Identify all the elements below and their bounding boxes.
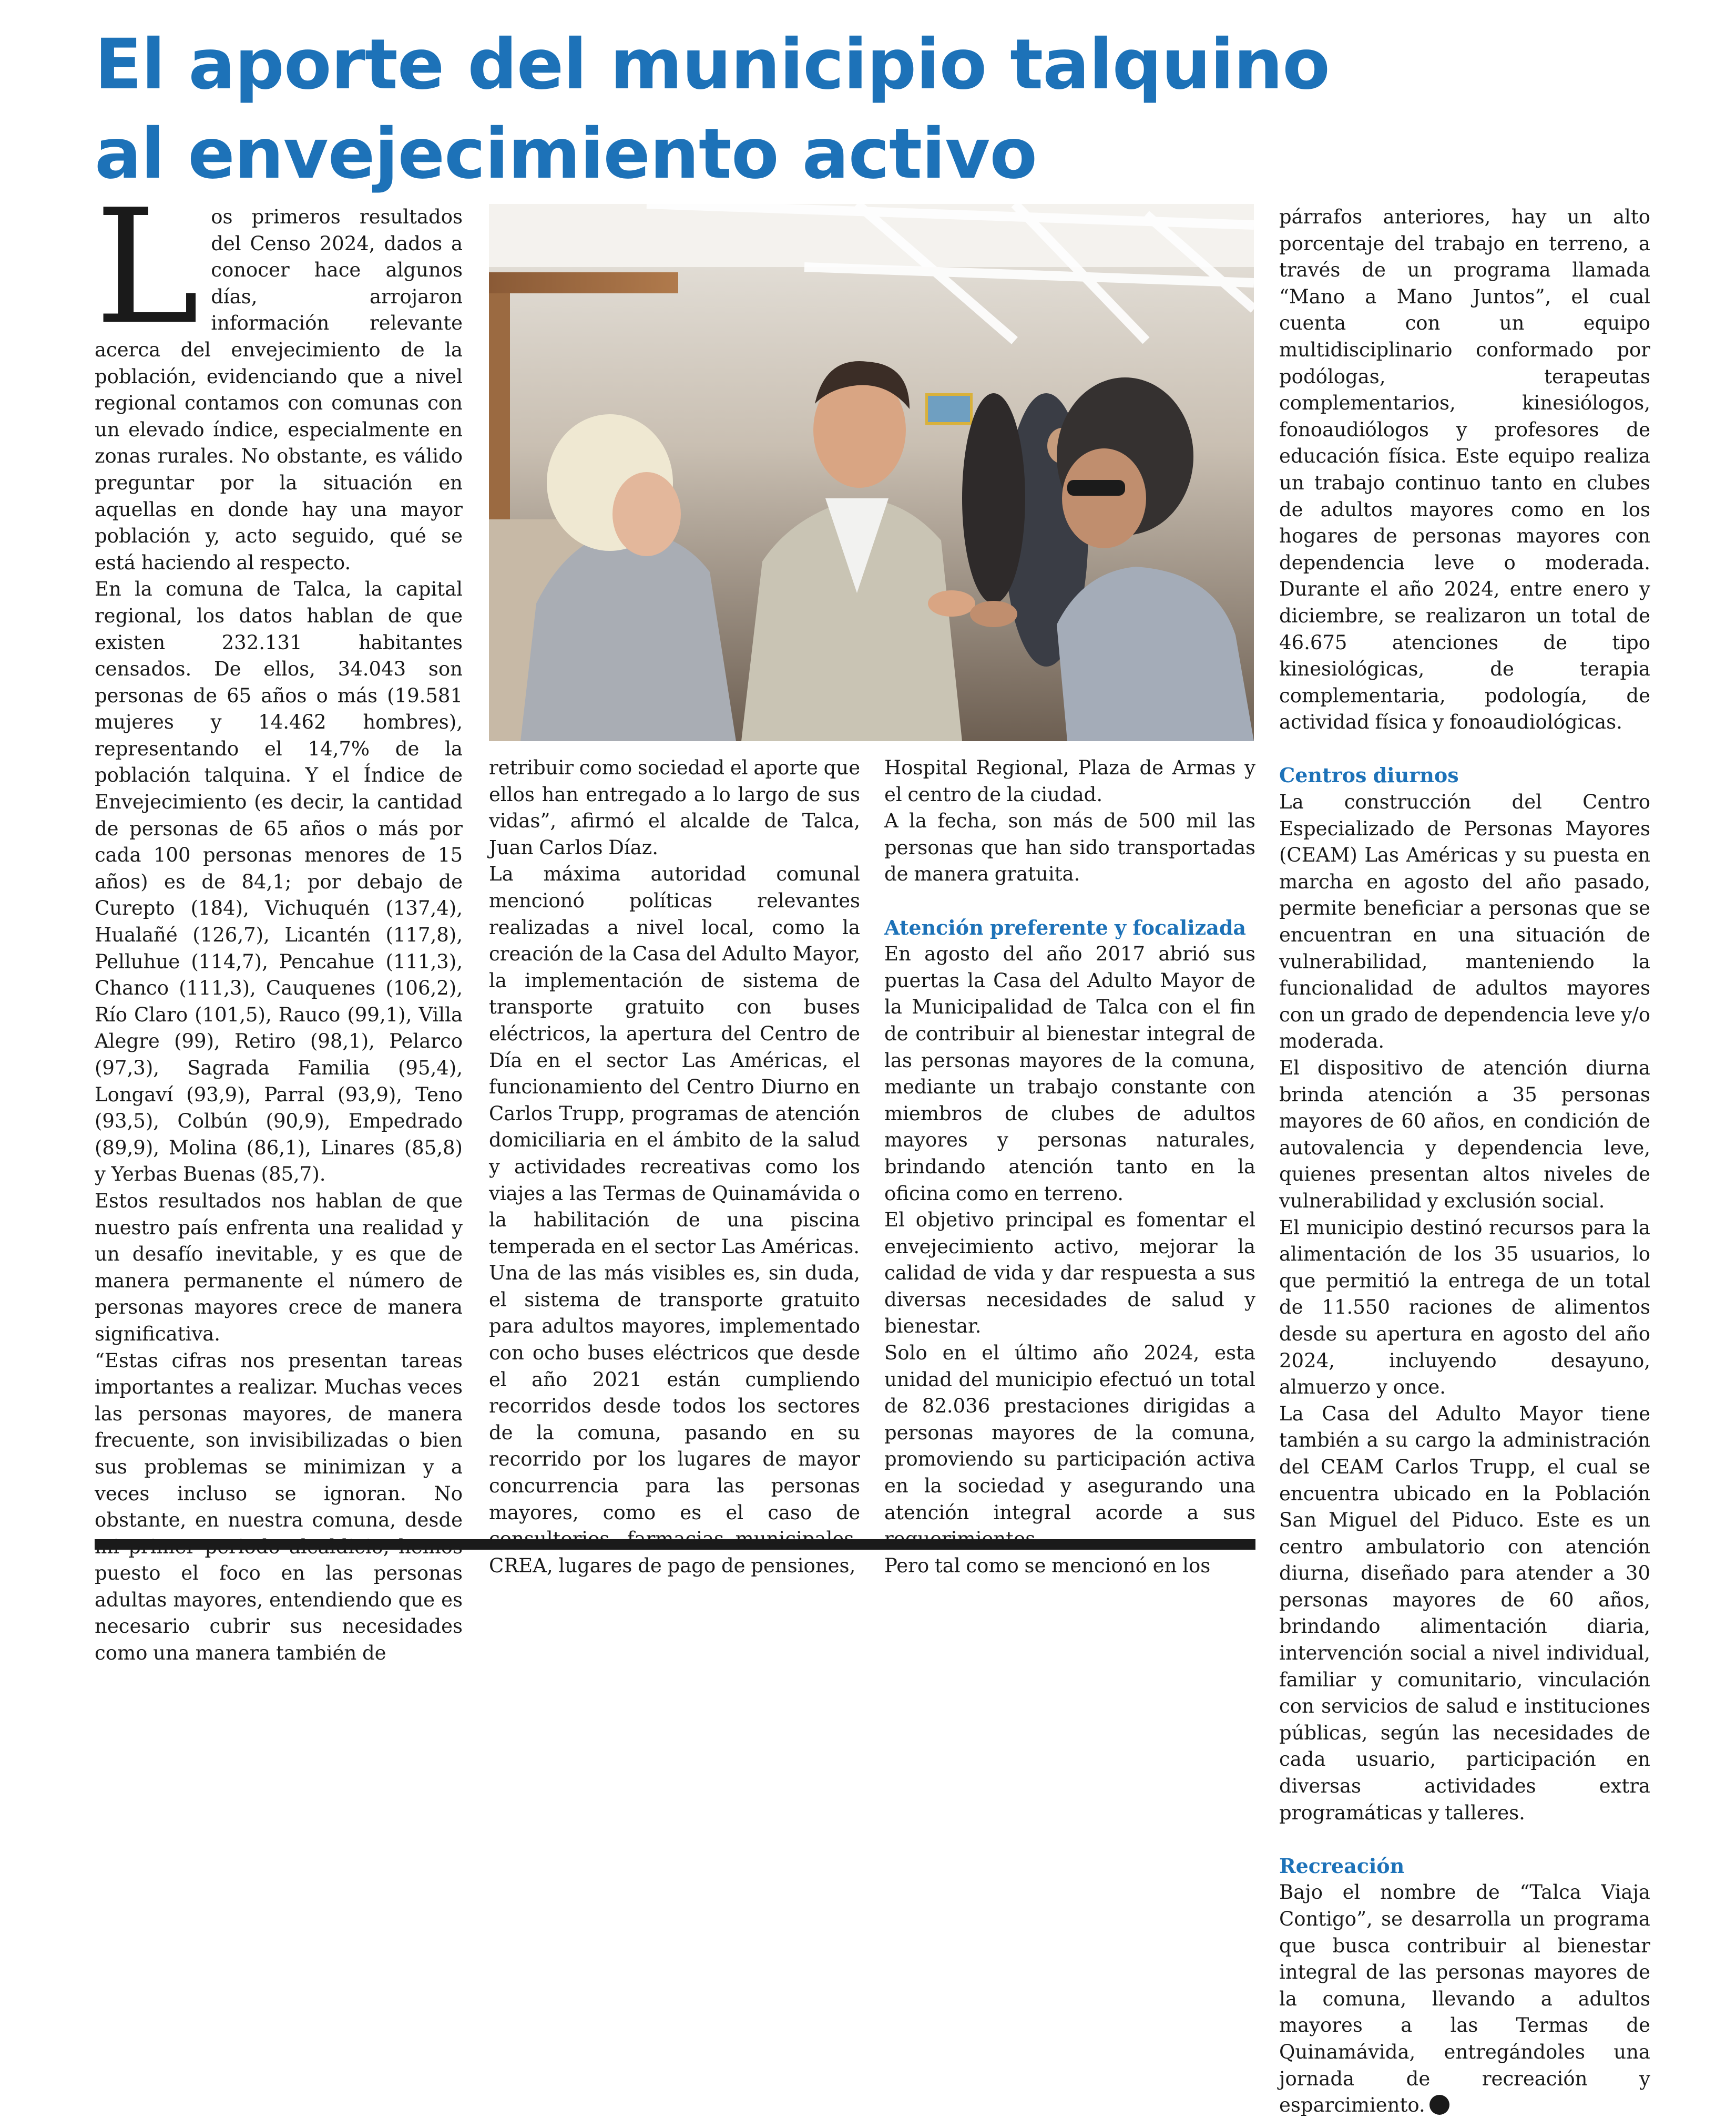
- paragraph: El objetivo principal es fomentar el envejecimiento activo, mejorar la calidad de vida y dar respuesta a sus diversas necesidades de salud y bienestar.: [884, 1209, 1255, 1338]
- end-of-article-dot-icon: [1429, 2095, 1449, 2115]
- paragraph: Hospital Regional, Plaza de Armas y el centro de la ciudad.: [884, 756, 1255, 806]
- paragraph: Estos resultados nos hablan de que nuestro país enfrenta una realidad y un desafío inevitable, y es que de manera permanente el número de personas mayores crece de manera significativa.: [95, 1189, 463, 1345]
- headline-line-2: al envejecimiento activo: [95, 114, 1037, 195]
- subheading-atencion: Atención preferente y focalizada: [884, 915, 1247, 939]
- paragraph: retribuir como sociedad el aporte que ellos han entregado a lo largo de sus vidas”, afirmó el alcalde de Talca, Juan Carlos Díaz.: [489, 756, 860, 859]
- paragraph: La Casa del Adulto Mayor tiene también a su cargo la administración del CEAM Carlos Trupp, el cual se encuentra ubicado en la Población San Miguel del Piduco. Este es un centro ambulatorio con atención diurna, diseñado para atender a 30 personas mayores de 60 años, brindando alimentación diaria, intervención social a nivel individual, familiar y comunitario, vinculación con servicios de salud e instituciones públicas, según las necesidades de cada usuario, participación en diversas actividades extra programáticas y talleres.: [1279, 1402, 1650, 1824]
- paragraph: En agosto del año 2017 abrió sus puertas la Casa del Adulto Mayor de la Municipalidad de Talca con el fin de contribuir al bienestar integral de las personas mayores de la comuna, mediante un trabajo constante con miembros de clubes de adultos mayores y personas naturales, brindando atención tanto en la oficina como en terreno.: [884, 943, 1255, 1205]
- paragraph: El dispositivo de atención diurna brinda atención a 35 personas mayores de 60 años, en condición de autovalencia y dependencia leve, quienes presentan altos niveles de vulnerabilidad y exclusión social.: [1279, 1057, 1650, 1212]
- subheading-centros-diurnos: Centros diurnos: [1279, 763, 1459, 787]
- article-column-3: [884, 755, 1255, 1577]
- lead-paragraph: Los primeros resultados del Censo 2024, dados a conocer hace algunos días, arrojaron información relevante acerca del envejecimiento de la población, evidenciando que a nivel regional contamos con comunas con un elevado índice, especialmente en zonas rurales. No obstante, es válido preguntar por la situación en aquellas en donde hay una mayor población y, acto seguido, qué se está haciendo al respecto.: [95, 176, 463, 574]
- paragraph: A la fecha, son más de 500 mil las personas que han sido transportadas de manera gratuita.: [884, 810, 1255, 886]
- paragraph: La construcción del Centro Especializado de Personas Mayores (CEAM) Las Américas y su puesta en marcha en agosto del año pasado, permite beneficiar a personas que se encuentran en una situación de vulnerabilidad, manteniendo la funcionalidad de adultos mayores con un grado de dependencia leve y/o moderada.: [1279, 791, 1650, 1053]
- photo-of-mayor-greeting-elderly-women-icon: [489, 204, 1254, 741]
- paragraph: En la comuna de Talca, la capital regional, los datos hablan de que existen 232.131 habitantes censados. De ellos, 34.043 son personas de 65 años o más (19.581 mujeres y 14.462 hombres), representando el 14,7% de la población talquina. Y el Índice de Envejecimiento (es decir, la cantidad de personas de 65 años o más por cada 100 personas menores de 15 años) es de 84,1; por debajo de Curepto (184), Vichuquén (137,4), Hualañé (126,7), Licantén (117,8), Pelluhue (114,7), Pencahue (111,3), Chanco (111,3), Cauquenes (106,2), Río Claro (101,5), Rauco (99,1), Villa Alegre (99), Retiro (98,1), Pelarco (97,3), Sagrada Familia (95,4), Longaví (93,9), Parral (93,9), Teno (93,5), Colbún (90,9), Empedrado (89,9), Molina (86,1), Linares (85,8) y Yerbas Buenas (85,7).: [95, 578, 463, 1186]
- drop-cap: L: [95, 176, 200, 359]
- paragraph: La máxima autoridad comunal mencionó políticas relevantes realizadas a nivel local, como la creación de la Casa del Adulto Mayor, la implementación de sistema de transporte gratuito con buses eléctricos, la apertura del Centro de Día en el sector Las Américas, el funcionamiento del Centro Diurno en Carlos Trupp, programas de atención domiciliaria en el ámbito de la salud y actividades recreativas como los viajes a las Termas de Quinamávida o la habilitación de una piscina temperada en el sector Las Américas.: [489, 863, 860, 1258]
- paragraph: “Estas cifras nos presentan tareas importantes a realizar. Muchas veces las personas mayores, de manera frecuente, son invisibilizadas o bien sus problemas se minimizan y a veces incluso se ignoran. No obstante, en nuestra comuna, desde puesto el foco en las personas adultas mayores, entendiendo que es necesario cubrir sus necesidades como una manera también de: [95, 1349, 463, 1665]
- headline-line-1: El aporte del municipio talquino: [95, 24, 1330, 105]
- subheading-recreacion: Recreación: [1279, 1854, 1405, 1878]
- article-column-1: [95, 176, 463, 1665]
- article-column-2: [489, 755, 860, 1577]
- paragraph: Pero tal como se mencionó en los: [884, 1554, 1211, 1577]
- paragraph: El municipio destinó recursos para la alimentación de los 35 usuarios, lo que permitió la entrega de un total de 11.550 raciones de alimentos desde su apertura en agosto del año 2024, incluyendo desayuno, almuerzo y once.: [1279, 1216, 1650, 1399]
- article-column-4: [1279, 204, 1650, 2117]
- article-photo: [489, 204, 1254, 741]
- section-divider-rule: [95, 1539, 1255, 1550]
- paragraph: Solo en el último año 2024, esta unidad del municipio efectuó un total de 82.036 prestaciones dirigidas a personas mayores de la comuna, promoviendo su participación activa en la sociedad y asegurando una atención integral acorde a sus: [884, 1342, 1255, 1524]
- headline: [95, 20, 1567, 199]
- paragraph: párrafos anteriores, hay un alto porcentaje del trabajo en terreno, a través de un programa llamada “Mano a Mano Juntos”, el cual cuenta con un equipo multidisciplinario conformado por podólogas, terapeutas complementarios, kinesiólogos, fonoaudiólogos y profesores de educación física. Este equipo realiza un trabajo continuo tanto en clubes de adultos mayores como en los hogares de personas mayores con dependencia leve o moderada. Durante el año 2024, entre enero y diciembre, se realizaron un total de 46.675 atenciones de tipo kinesiológicas, de terapia complementaria, podología, de actividad física y fonoaudiológicas.: [1279, 206, 1650, 734]
- closing-paragraph: Bajo el nombre de “Talca Viaja Contigo”, se desarrolla un programa que busca contribuir al bienestar integral de las personas mayores de la comuna, llevando a adultos mayores a las Termas de Quinamávida, entregándoles una jornada de recreación y esparcimiento.: [1279, 1881, 1650, 2117]
- paragraph: Una de las más visibles es, sin duda, el sistema de transporte gratuito para adultos mayores, implementado con ocho buses eléctricos que desde el año 2021 están cumpliendo recorridos desde todos los sectores de la comuna, pasando en su recorrido por los lugares de mayor concurrencia para las personas mayores, como es el caso de CREA, lugares de pago de pensiones,: [489, 1262, 860, 1577]
